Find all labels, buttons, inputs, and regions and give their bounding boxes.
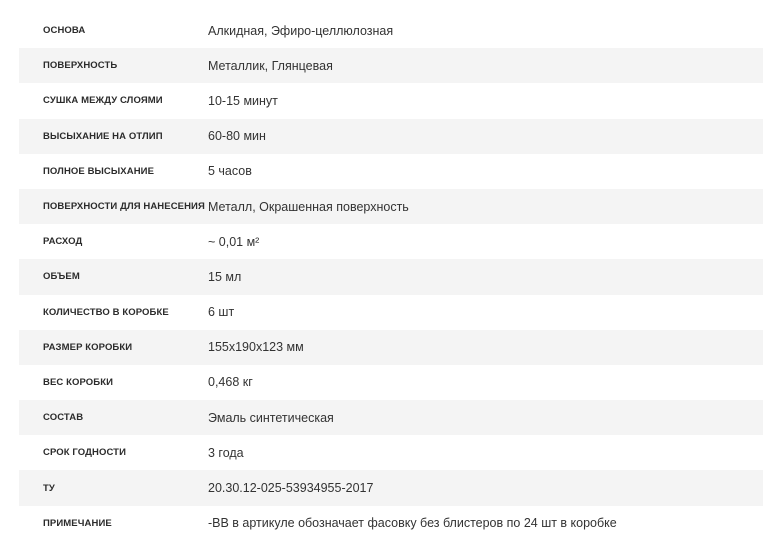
spec-value: 60-80 мин	[208, 129, 266, 144]
spec-value: 155x190x123 мм	[208, 340, 304, 355]
spec-value: 3 года	[208, 445, 244, 460]
spec-label: ПОЛНОЕ ВЫСЫХАНИЕ	[43, 165, 155, 177]
spec-row-surface	[19, 48, 763, 83]
spec-row-technical-conditions	[19, 470, 763, 505]
spec-label: РАСХОД	[43, 236, 83, 248]
spec-row-composition	[19, 400, 763, 435]
spec-label: ПОВЕРХНОСТИ ДЛЯ НАНЕСЕНИЯ	[43, 201, 205, 213]
spec-row-shelf-life	[19, 435, 763, 470]
spec-label: ПОВЕРХНОСТЬ	[43, 60, 118, 72]
spec-value: 0,468 кг	[208, 375, 253, 390]
specifications-table	[19, 13, 763, 541]
spec-label: РАЗМЕР КОРОБКИ	[43, 341, 133, 353]
spec-value: Алкидная, Эфиро-целлюлозная	[208, 23, 394, 38]
spec-value: 5 часов	[208, 164, 252, 179]
spec-label: КОЛИЧЕСТВО В КОРОБКЕ	[43, 306, 169, 318]
spec-label: ВЫСЫХАНИЕ НА ОТЛИП	[43, 130, 163, 142]
spec-row-tack-free	[19, 119, 763, 154]
spec-row-box-size	[19, 330, 763, 365]
spec-row-note	[19, 506, 763, 541]
spec-row-box-weight	[19, 365, 763, 400]
spec-label: ПРИМЕЧАНИЕ	[43, 517, 112, 529]
spec-value: Эмаль синтетическая	[208, 410, 334, 425]
spec-row-full-drying	[19, 154, 763, 189]
spec-row-consumption	[19, 224, 763, 259]
spec-row-volume	[19, 259, 763, 294]
spec-value: 10-15 минут	[208, 93, 278, 108]
spec-label: СОСТАВ	[43, 412, 84, 424]
spec-value: 15 мл	[208, 269, 242, 284]
spec-row-base	[19, 13, 763, 48]
spec-row-quantity-per-box	[19, 295, 763, 330]
spec-row-application-surfaces	[19, 189, 763, 224]
spec-value: ~ 0,01 м²	[208, 234, 260, 249]
spec-label: ВЕС КОРОБКИ	[43, 376, 114, 388]
spec-row-drying-between-layers	[19, 83, 763, 118]
spec-value: 6 шт	[208, 305, 235, 320]
spec-label: СУШКА МЕЖДУ СЛОЯМИ	[43, 95, 163, 107]
spec-label: СРОК ГОДНОСТИ	[43, 447, 126, 459]
spec-value: Металл, Окрашенная поверхность	[208, 199, 409, 214]
spec-label: ОСНОВА	[43, 25, 86, 37]
spec-label: ОБЪЕМ	[43, 271, 80, 283]
spec-value: Металлик, Глянцевая	[208, 58, 333, 73]
spec-value: -BB в артикуле обозначает фасовку без блистеров по 24 шт в коробке	[208, 516, 617, 531]
spec-value: 20.30.12-025-53934955-2017	[208, 481, 374, 496]
spec-label: ТУ	[43, 482, 55, 494]
